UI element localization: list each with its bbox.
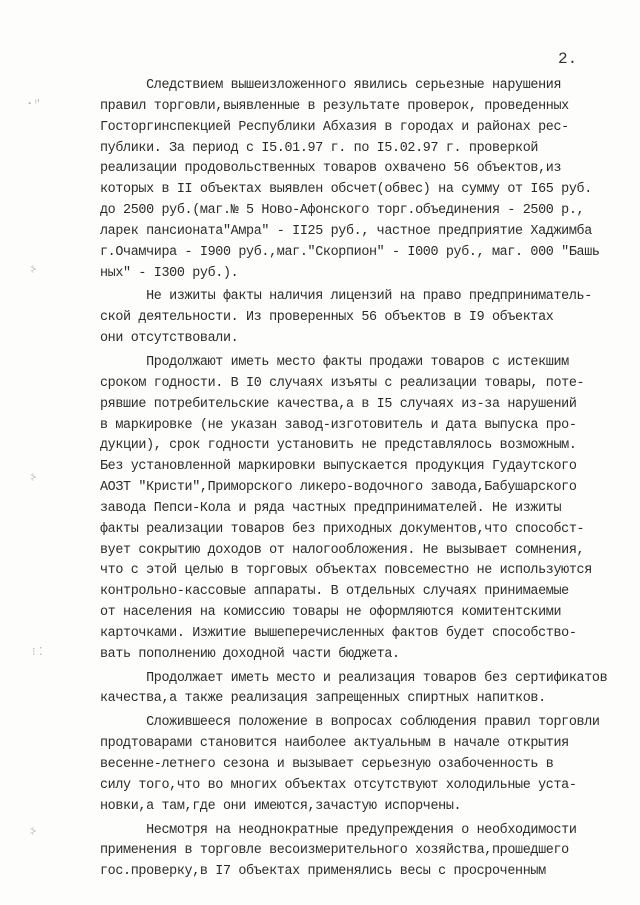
text-line: рявшие потребительские качества,а в I5 случаях из-за нарушений	[100, 396, 577, 412]
paragraph	[100, 76, 610, 284]
margin-scan-mark: ⸖	[30, 825, 37, 838]
text-line: сроком годности. В I0 случаях изъяты с реализации товары, поте-	[100, 375, 585, 391]
text-line: АОЗТ "Кристи",Приморского ликеро-водочного завода,Бабушарского	[100, 480, 577, 496]
text-line: применения в торговле весоизмерительного хозяйства,прошедшего	[100, 843, 569, 859]
margin-scan-mark: ⸖	[30, 263, 37, 276]
text-line: завода Пепси-Кола и ряда частных предпринимателей. Не изжиты	[100, 500, 562, 516]
text-line: правил торговли,выявленные в результате проверок, проведенных	[100, 98, 569, 114]
text-line: гос.проверку,в I7 объектах применялись весы с просроченным	[100, 864, 546, 880]
paragraph	[100, 821, 610, 884]
text-line: факты реализации товаров без приходных документов,что способст-	[100, 521, 585, 537]
text-line: вать пополнению доходной части бюджета.	[100, 646, 400, 662]
text-line: г.Очамчира - I900 руб.,маг."Скорпион" - I000 руб., маг. 000 "Башь	[100, 244, 600, 260]
text-line: Не изжиты факты наличия лицензий на право предприниматель-	[100, 289, 592, 305]
text-line: Несмотря на неоднократные предупреждения о необходимости	[100, 822, 577, 838]
text-line: Продолжает иметь место и реализация товаров без сертификатов	[100, 670, 608, 686]
text-line: Госторгинспекцией Республики Абхазия в городах и районах рес-	[100, 119, 569, 135]
text-line: качества,а также реализация запрещенных спиртных напитков.	[100, 691, 546, 707]
text-line: до 2500 руб.(маг.№ 5 Ново-Афонского торг.объединения - 2500 р.,	[100, 203, 585, 219]
margin-scan-mark: ꞏ ⁱꞌ	[28, 97, 40, 110]
text-line: публики. За период с I5.01.97 г. по I5.02.97 г. проверкой	[100, 140, 539, 156]
text-line: продтоварами становится наиболее актуальным в начале открытия	[100, 736, 569, 752]
text-line: они отсутствовали.	[100, 331, 239, 347]
paragraph	[100, 353, 610, 666]
text-line: Сложившееся положение в вопросах соблюдения правил торговли	[100, 715, 600, 731]
text-line: которых в II объектах выявлен обсчет(обвес) на сумму от I65 руб.	[100, 182, 592, 198]
document-body	[100, 76, 610, 883]
text-line: весенне-летнего сезона и вызывает серьезную озабоченность в	[100, 757, 554, 772]
text-line: новки,а там,где они имеются,зачастую испорчены.	[100, 798, 462, 814]
text-line: контрольно-кассовые аппараты. В отдельных случаях принимаемые	[100, 584, 569, 600]
paragraph	[100, 669, 610, 711]
text-line: ской деятельности. Из проверенных 56 объектов в I9 объектах	[100, 310, 554, 326]
text-line: ных" - I300 руб.).	[100, 265, 239, 281]
paragraph	[100, 287, 610, 350]
text-line: что с этой целью в торговых объектах повсеместно не используются	[100, 563, 592, 579]
text-line: в маркировке (не указан завод-изготовитель и дата выпуска про-	[100, 417, 577, 433]
text-line: карточками. Изжитие вышеперечисленных фактов будет способство-	[100, 625, 577, 641]
text-line: от населения на комиссию товары не оформляются комитентскими	[100, 605, 562, 621]
text-line: вует сокрытию доходов от налогообложения. Не вызывает сомнения,	[100, 542, 585, 558]
text-line: ларек пансионата"Амра" - II25 руб., частное предприятие Хаджимба	[100, 223, 592, 239]
margin-scan-mark: ⸖	[30, 471, 37, 484]
text-line: силу того,что во многих объектах отсутствуют холодильные уста-	[100, 777, 577, 793]
text-line: Следствием вышеизложенного явились серьезные нарушения	[100, 78, 562, 93]
text-line: Продолжают иметь место факты продажи товаров с истекшим	[100, 354, 569, 370]
margin-scan-mark: ⁝ ⁚	[32, 645, 43, 658]
text-line: реализации продовольственных товаров охвачено 56 объектов,из	[100, 161, 562, 177]
page-number: 2.	[558, 50, 578, 68]
paragraph	[100, 713, 610, 817]
text-line: дукции), срок годности установить не представлялось возможным.	[100, 438, 577, 454]
text-line: Без установленной маркировки выпускается продукция Гудаутского	[100, 459, 577, 475]
